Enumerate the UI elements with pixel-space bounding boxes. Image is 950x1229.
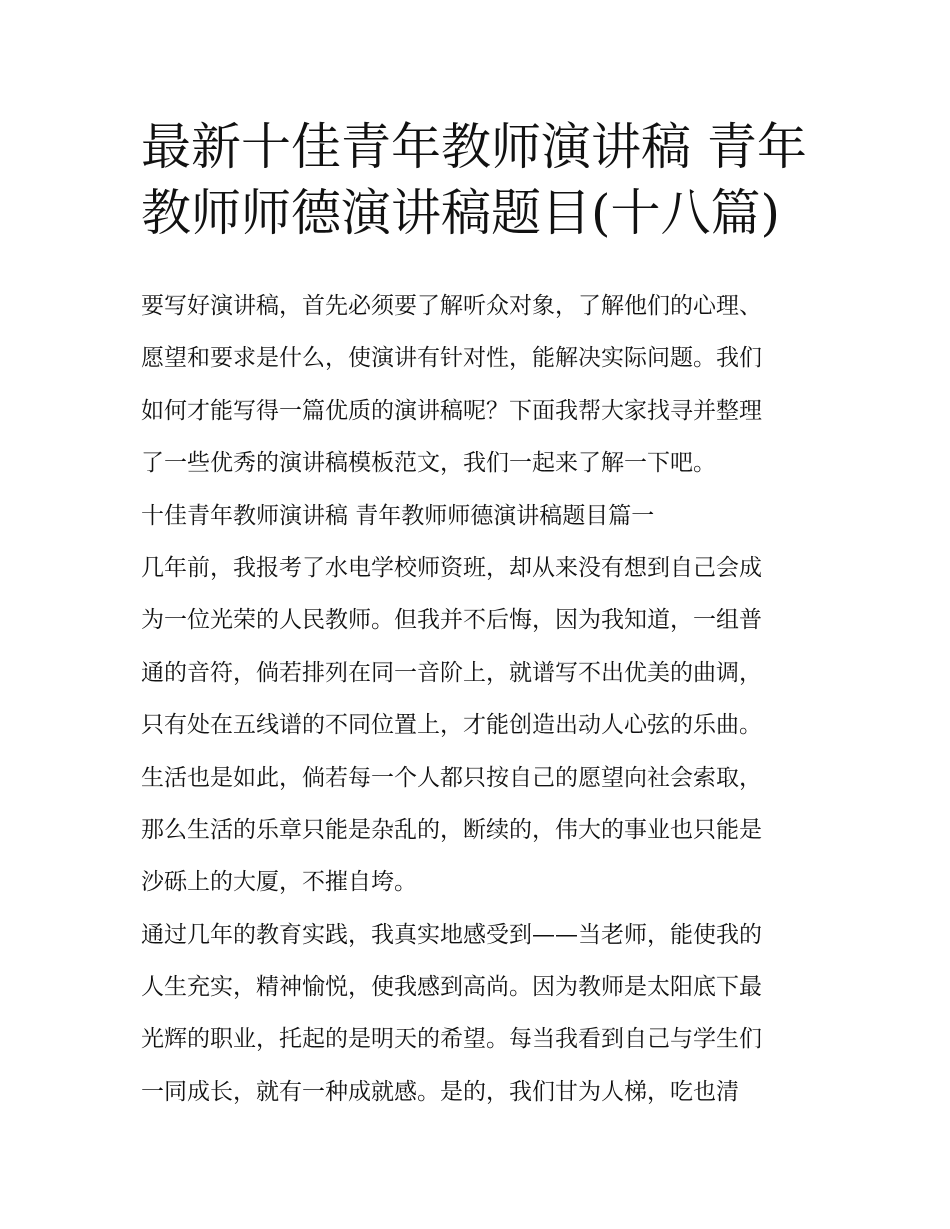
paragraph-1-line-4: 只有处在五线谱的不同位置上，才能创造出动人心弦的乐曲。 bbox=[141, 712, 762, 739]
intro-line-2: 愿望和要求是什么，使演讲有针对性，能解决实际问题。我们 bbox=[141, 345, 762, 372]
paragraph-1-line-1: 几年前，我报考了水电学校师资班，却从来没有想到自己会成 bbox=[141, 554, 762, 581]
paragraph-2-line-2: 人生充实，精神愉悦，使我感到高尚。因为教师是太阳底下最 bbox=[141, 974, 762, 1001]
paragraph-2-line-3: 光辉的职业，托起的是明天的希望。每当我看到自己与学生们 bbox=[141, 1026, 762, 1053]
intro-line-1: 要写好演讲稿，首先必须要了解听众对象，了解他们的心理、 bbox=[141, 293, 762, 319]
page-title bbox=[141, 114, 821, 246]
section-heading: 十佳青年教师演讲稿 青年教师师德演讲稿题目篇一 bbox=[141, 502, 655, 529]
paragraph-1-line-5: 生活也是如此，倘若每一个人都只按自己的愿望向社会索取， bbox=[141, 764, 762, 791]
paragraph-1-line-6: 那么生活的乐章只能是杂乱的，断续的，伟大的事业也只能是 bbox=[141, 816, 762, 843]
intro-line-4: 了一些优秀的演讲稿模板范文，我们一起来了解一下吧。 bbox=[141, 450, 716, 477]
paragraph-2-line-1: 通过几年的教育实践，我真实地感受到——当老师，能使我的 bbox=[141, 921, 762, 948]
paragraph-1-line-2: 为一位光荣的人民教师。但我并不后悔，因为我知道，一组普 bbox=[141, 607, 762, 634]
paragraph-1-line-7: 沙砾上的大厦，不摧自垮。 bbox=[141, 869, 417, 896]
document-body bbox=[141, 280, 821, 1118]
paragraph-2-line-4: 一同成长，就有一种成就感。是的，我们甘为人梯，吃也清 bbox=[141, 1078, 739, 1105]
title-line-1: 最新十佳青年教师演讲稿 青年 bbox=[141, 118, 807, 176]
title-line-2: 教师师德演讲稿题目(十八篇) bbox=[141, 184, 781, 242]
intro-line-3: 如何才能写得一篇优质的演讲稿呢？下面我帮大家找寻并整理 bbox=[141, 397, 762, 424]
paragraph-1-line-3: 通的音符，倘若排列在同一音阶上，就谱写不出优美的曲调， bbox=[141, 659, 762, 686]
